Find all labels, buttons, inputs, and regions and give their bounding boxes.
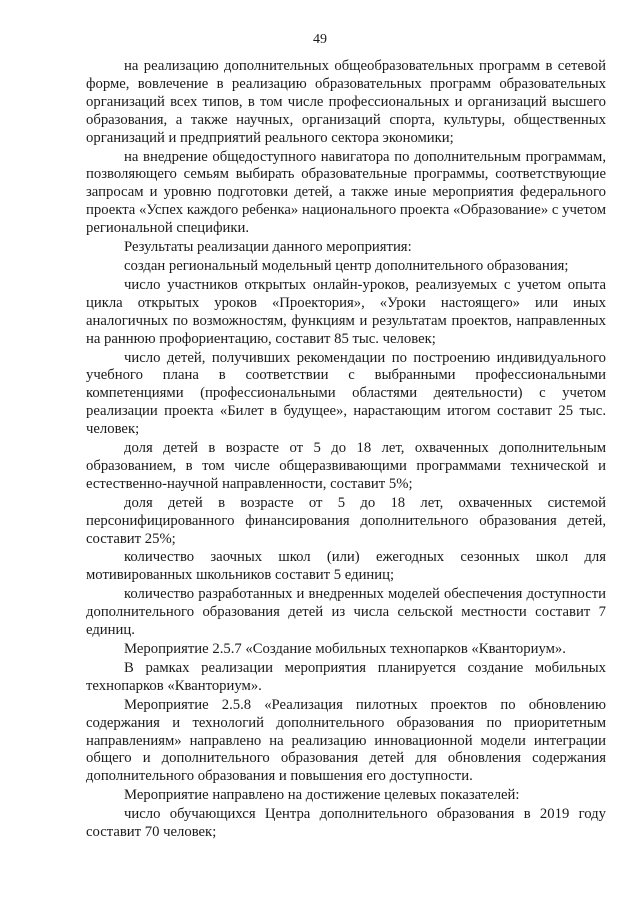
paragraph-online-lessons: число участников открытых онлайн-уроков, реализуемых с учетом опыта цикла открытых уроков «Проектория», «Уроки настоящего» или иных аналогичных по возможностям, функциям и результатам проектов, направленных на раннюю профориентацию, составит 85 тыс. человек; xyxy=(86,276,606,347)
document-body xyxy=(86,58,606,842)
paragraph-target-indicators: Мероприятие направлено на достижение целевых показателей: xyxy=(124,787,520,804)
paragraph-personified-financing: доля детей в возрасте от 5 до 18 лет, охваченных системой персонифицированного финансирования дополнительного образования детей, составит 25%; xyxy=(86,494,606,547)
paragraph-measure-2-5-7: Мероприятие 2.5.7 «Создание мобильных технопарков «Кванториум». xyxy=(124,641,566,657)
paragraph-correspondence-schools: количество заочных школ (или) ежегодных сезонных школ для мотивированных школьников составит 5 единиц; xyxy=(86,549,606,584)
paragraph-results-heading: Результаты реализации данного мероприятия: xyxy=(124,239,412,256)
paragraph-measure-2-5-8: Мероприятие 2.5.8 «Реализация пилотных проектов по обновлению содержания и технологий дополнительного образования по приоритетным направлениям» направлено на реализацию инновационной модели интеграции общего и дополнительного образования детей для обновления содержания дополнительного образования и повышения его доступности. xyxy=(86,696,606,785)
paragraph-rural-models: количество разработанных и внедренных моделей обеспечения доступности дополнительного образования детей из числа сельской местности составит 7 единиц. xyxy=(86,586,606,639)
paragraph-navigator: на внедрение общедоступного навигатора по дополнительным программам, позволяющего семьям выбирать образовательные программы, соответствующие запросам и уровню подготовки детей, а также иные мероприятия федерального проекта «Успех каждого ребенка» национального проекта «Образование» с учетом региональной специфики. xyxy=(86,148,606,237)
paragraph-ticket-to-future: число детей, получивших рекомендации по построению индивидуального учебного плана в соответствии с выбранными профессиональными компетенциями (профессиональными областями деятельности) с учетом реализации проекта «Билет в будущее», нарастающим итогом составит 25 тыс. человек; xyxy=(86,349,606,438)
page-number: 49 xyxy=(313,32,327,47)
paragraph-network-programs: на реализацию дополнительных общеобразовательных программ в сетевой форме, вовлечение в реализацию образовательных программ образовательных организаций всех типов, в том числе профессиональных и организаций высшего образования, а также научных, организаций спорта, культуры, общественных организаций и предприятий реального сектора экономики; xyxy=(86,58,606,146)
paragraph-mobile-technoparks: В рамках реализации мероприятия планируется создание мобильных технопарков «Кванториум». xyxy=(86,659,606,694)
paragraph-share-children-coverage: доля детей в возрасте от 5 до 18 лет, охваченных дополнительным образованием, в том числе общеразвивающими программами технической и естественно-научной направленности, составит 5%; xyxy=(86,440,606,492)
paragraph-students-2019: число обучающихся Центра дополнительного образования в 2019 году составит 70 человек; xyxy=(86,806,606,841)
paragraph-model-center: создан региональный модельный центр дополнительного образования; xyxy=(124,257,569,274)
